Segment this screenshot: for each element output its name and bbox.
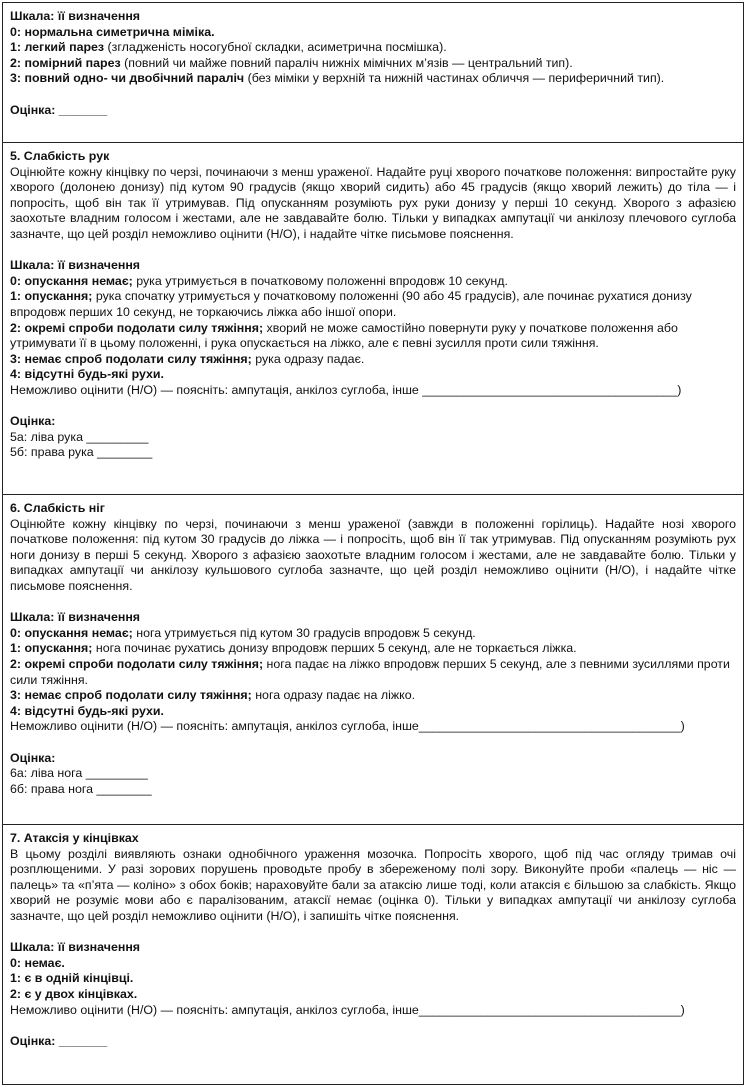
scale-item: 2: окремі спроби подолати силу тяжіння; хворий не може самостійно повернути руку у початкове положення або утримувати її в цьому положенні, і рука опускається на ліжко, але є певні зусилля проти сили тяжіння.: [10, 320, 678, 351]
scale-item: 3: немає спроб подолати силу тяжіння; нога одразу падає на ліжко.: [10, 688, 416, 703]
scale-item: 1: є в одній кінцівці.: [10, 971, 134, 986]
not-assessable-field[interactable]: Неможливо оцінити (Н/О) — поясніть: ампутація, анкілоз суглоба, інше______________________________________): [10, 1002, 685, 1017]
section-title: 5. Слабкість рук: [10, 149, 110, 163]
scale-title: Шкала: її визначення: [10, 9, 141, 23]
leg-weakness-section: [3, 495, 743, 825]
scale-item: 2: помірний парез (повний чи майже повний параліч нижніх мімічних м’язів — центральний тип).: [10, 55, 573, 70]
scale-item: 0: нормальна симетрична міміка.: [10, 24, 215, 39]
scale-title: Шкала: її визначення: [10, 610, 141, 625]
section-title: 6. Слабкість ніг: [10, 501, 105, 515]
score-field-left-leg[interactable]: 6а: ліва нога _________: [10, 766, 148, 781]
scale-item: 0: немає.: [10, 955, 65, 970]
scale-item: 4: відсутні будь-які рухи.: [10, 703, 164, 718]
scale-item: 0: опускання немає; рука утримується в початковому положенні впродовж 10 секунд.: [10, 273, 508, 288]
score-field-left-arm[interactable]: 5а: ліва рука _________: [10, 429, 149, 444]
scale-item: 0: опускання немає; нога утримується під кутом 30 градусів впродовж 5 секунд.: [10, 625, 476, 640]
scale-item: 4: відсутні будь-які рухи.: [10, 367, 164, 382]
scale-item: 1: опускання; рука спочатку утримується у початковому положенні (90 або 45 градусів), але починає рухатися донизу впродовж перших 10 секунд, не торкаючись ліжка або іншої опори.: [10, 289, 692, 319]
facial-palsy-section: [3, 3, 743, 143]
not-assessable-field[interactable]: Неможливо оцінити (Н/О) — поясніть: ампутація, анкілоз суглоба, інше______________________________________): [10, 719, 685, 734]
section-title: 7. Атаксія у кінцівках: [10, 831, 139, 845]
score-field-right-arm[interactable]: 5б: права рука ________: [10, 445, 153, 460]
arm-weakness-section: [3, 143, 743, 495]
scale-item: 1: опускання; нога починає рухатись донизу впродовж перших 5 секунд, але не торкається ліжка.: [10, 641, 577, 656]
score-title: Оцінка:: [10, 750, 56, 765]
nihss-form-page: [2, 2, 744, 1085]
score-field-right-leg[interactable]: 6б: права нога ________: [10, 781, 152, 796]
score-title: Оцінка:: [10, 414, 56, 429]
score-field[interactable]: Оцінка: _______: [10, 1033, 108, 1048]
section-instructions: Оцінюйте кожну кінцівку по черзі, починаючи з менш ураженої (завжди в положенні горілиць). Надайте нозі хворого початкове положення: під кутом 30 градусів до ліжка — і попросіть, щоб він її так утримував. Під опусканням розуміють рух ноги донизу в перші 5 секунд. Хворого з афазією заохотьте владним голосом і жестами, але не завдавайте болю. Тільки у випадках ампутації чи анкілозу кульшового суглоба зазначте, що цей розділ неможливо оцінити (Н/О), і надайте чітке письмове пояснення.: [10, 516, 736, 593]
section-instructions: В цьому розділі виявляють ознаки однобічного ураження мозочка. Попросіть хворого, щоб під час огляду тримав очі розплющеними. У разі зорових порушень проводьте пробу в збереженому полі зору. Виконуйте проби «палець — ніс — палець» та «п’ята — коліно» з обох боків; нараховуйте бали за атаксію лише тоді, коли атаксія є більшою за слабкість. Якщо хворий не розуміє мови або є паралізованим, атаксії немає (оцінка 0). Тільки у випадках ампутації чи анкілозу суглоба зазначте, що цей розділ неможливо оцінити (Н/О), і запишіть чітке пояснення.: [10, 846, 736, 923]
scale-title: Шкала: її визначення: [10, 258, 141, 273]
scale-item: 3: повний одно- чи двобічний параліч (без міміки у верхній та нижній частинах обличчя — периферичний тип).: [10, 71, 665, 86]
section-instructions: Оцінюйте кожну кінцівку по черзі, починаючи з менш ураженої. Надайте руці хворого початкове положення: випростайте руку хворого (долонею донизу) під кутом 90 градусів (якщо хворий сидить) або 45 градусів (якщо хворий лежить) до тіла — і попросіть, щоб він так її утримував. Під опусканням розуміють рух руки донизу у перші 10 секунд. Хворого з афазією заохотьте владним голосом і жестами, але не завдавайте болю. Тільки у випадках ампутації чи анкілозу плечового суглоба зазначте, що цей розділ неможливо оцінити (Н/О), і надайте чітке письмове пояснення.: [10, 164, 736, 241]
scale-item: 2: є у двох кінцівках.: [10, 986, 138, 1001]
score-field[interactable]: Оцінка: _______: [10, 102, 108, 117]
scale-item: 2: окремі спроби подолати силу тяжіння; нога падає на ліжко впродовж перших 5 секунд, але з певними зусиллями проти сили тяжіння.: [10, 656, 730, 687]
scale-item: 3: немає спроб подолати силу тяжіння; рука одразу падає.: [10, 351, 365, 366]
limb-ataxia-section: [3, 825, 743, 1086]
scale-title: Шкала: її визначення: [10, 940, 141, 955]
scale-item: 1: легкий парез (згладженість носогубної складки, асиметрична посмішка).: [10, 40, 447, 55]
not-assessable-field[interactable]: Неможливо оцінити (Н/О) — поясніть: ампутація, анкілоз суглоба, інше _____________________________________): [10, 382, 682, 397]
